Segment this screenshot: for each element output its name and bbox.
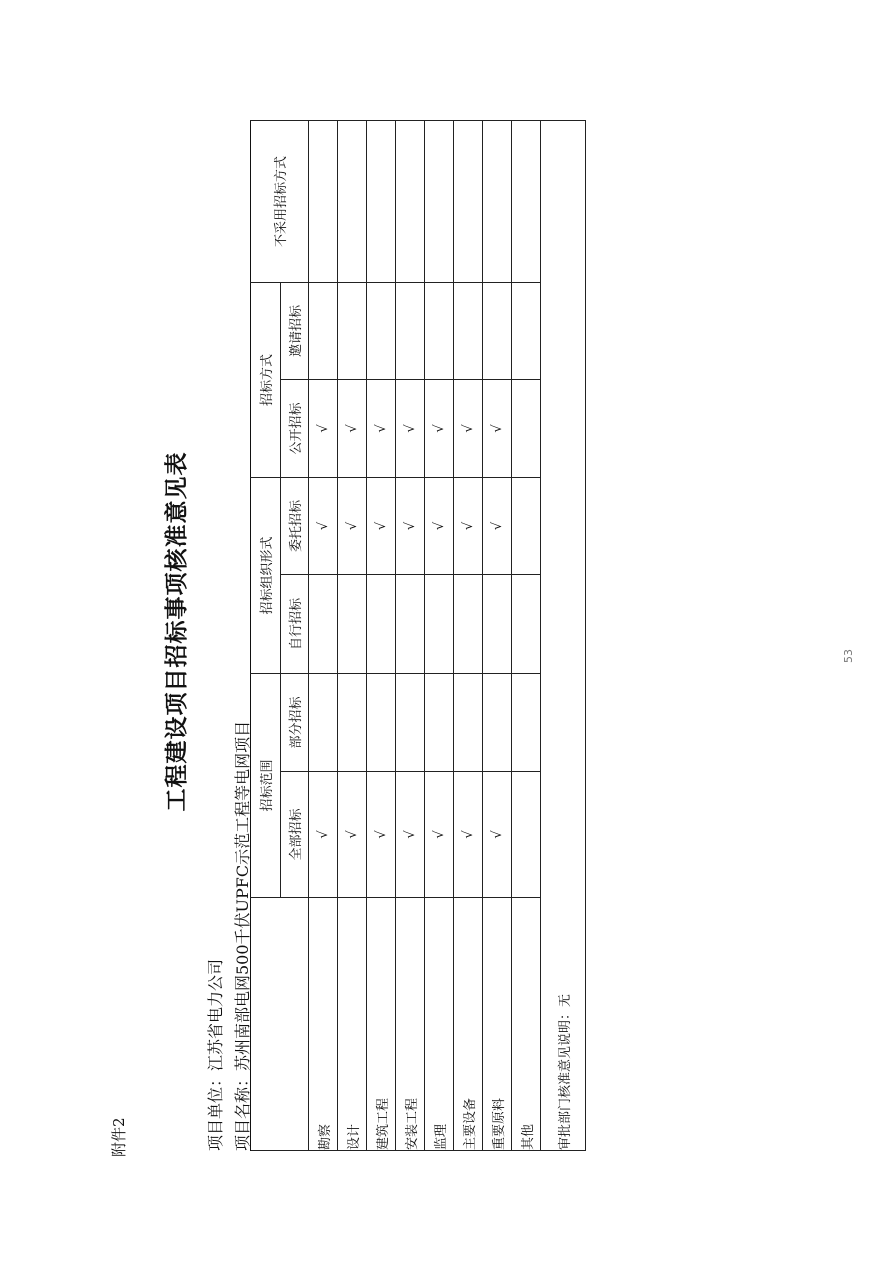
cell-no-bid	[483, 120, 512, 282]
cell-method-public: √	[338, 379, 367, 477]
cell-no-bid	[454, 120, 483, 282]
cell-method-invite	[512, 282, 541, 379]
cell-no-bid	[309, 120, 338, 282]
cell-org-self	[512, 574, 541, 673]
cell-org-entrust: √	[309, 477, 338, 574]
cell-org-self	[483, 574, 512, 673]
cell-scope-part	[425, 673, 454, 771]
cell-scope-all: √	[483, 772, 512, 898]
cell-method-invite	[396, 282, 425, 379]
cell-no-bid	[512, 120, 541, 282]
row-label: 其他	[512, 898, 541, 1151]
cell-scope-part	[483, 673, 512, 771]
cell-scope-part	[367, 673, 396, 771]
note-row	[541, 120, 586, 1150]
header-scope: 招标范围	[251, 673, 281, 897]
cell-org-entrust	[512, 477, 541, 574]
project-unit: 项目单位：江苏省电力公司	[206, 958, 225, 1151]
row-label: 重要原料	[483, 898, 512, 1151]
cell-method-public: √	[425, 379, 454, 477]
cell-no-bid	[425, 120, 454, 282]
cell-org-entrust: √	[454, 477, 483, 574]
cell-org-entrust: √	[338, 477, 367, 574]
row-label: 监理	[425, 898, 454, 1151]
cell-method-public: √	[367, 379, 396, 477]
table-row	[425, 120, 454, 1150]
document-title: 工程建设项目招标事项核准意见表	[164, 451, 190, 812]
cell-scope-all: √	[367, 772, 396, 898]
cell-method-invite	[309, 282, 338, 379]
cell-method-invite	[425, 282, 454, 379]
row-label: 安装工程	[396, 898, 425, 1151]
row-label: 勘察	[309, 898, 338, 1151]
header-scope-all: 全部招标	[281, 772, 309, 898]
cell-scope-all	[512, 772, 541, 898]
cell-method-public: √	[454, 379, 483, 477]
row-label: 建筑工程	[367, 898, 396, 1151]
cell-scope-part	[512, 673, 541, 771]
cell-org-self	[454, 574, 483, 673]
table-row	[396, 120, 425, 1150]
cell-method-public	[512, 379, 541, 477]
cell-method-public: √	[309, 379, 338, 477]
cell-scope-all: √	[338, 772, 367, 898]
approval-table	[250, 120, 586, 1151]
header-org-entrust: 委托招标	[281, 477, 309, 574]
cell-scope-part	[309, 673, 338, 771]
table-row	[367, 120, 396, 1150]
cell-method-invite	[338, 282, 367, 379]
cell-scope-all: √	[309, 772, 338, 898]
header-org-self: 自行招标	[281, 574, 309, 673]
header-corner	[251, 898, 309, 1151]
cell-org-entrust: √	[425, 477, 454, 574]
cell-method-public: √	[483, 379, 512, 477]
cell-scope-part	[454, 673, 483, 771]
attachment-label: 附件2	[110, 1117, 128, 1157]
table-row	[454, 120, 483, 1150]
cell-org-self	[309, 574, 338, 673]
cell-scope-all: √	[396, 772, 425, 898]
approval-note: 审批部门核准意见说明：无	[541, 120, 586, 1150]
table-row	[483, 120, 512, 1150]
cell-org-entrust: √	[396, 477, 425, 574]
cell-scope-part	[396, 673, 425, 771]
header-row-top	[251, 120, 281, 1150]
header-org: 招标组织形式	[251, 477, 281, 673]
cell-org-self	[396, 574, 425, 673]
cell-no-bid	[338, 120, 367, 282]
cell-no-bid	[396, 120, 425, 282]
cell-org-self	[338, 574, 367, 673]
header-method-public: 公开招标	[281, 379, 309, 477]
cell-method-invite	[367, 282, 396, 379]
cell-scope-all: √	[454, 772, 483, 898]
table-row	[338, 120, 367, 1150]
row-label: 设计	[338, 898, 367, 1151]
cell-method-public: √	[396, 379, 425, 477]
cell-method-invite	[454, 282, 483, 379]
header-no-bid: 不采用招标方式	[251, 120, 309, 282]
header-method-invite: 邀请招标	[281, 282, 309, 379]
table-row	[512, 120, 541, 1150]
header-method: 招标方式	[251, 282, 281, 477]
cell-org-entrust: √	[367, 477, 396, 574]
page-number: 53	[842, 649, 855, 663]
cell-org-self	[425, 574, 454, 673]
cell-scope-all: √	[425, 772, 454, 898]
cell-method-invite	[483, 282, 512, 379]
row-label: 主要设备	[454, 898, 483, 1151]
header-scope-part: 部分招标	[281, 673, 309, 771]
cell-org-self	[367, 574, 396, 673]
cell-org-entrust: √	[483, 477, 512, 574]
project-name: 项目名称：苏州南部电网500千伏UPFC示范工程等电网项目	[233, 720, 252, 1151]
cell-scope-part	[338, 673, 367, 771]
cell-no-bid	[367, 120, 396, 282]
table-row	[309, 120, 338, 1150]
